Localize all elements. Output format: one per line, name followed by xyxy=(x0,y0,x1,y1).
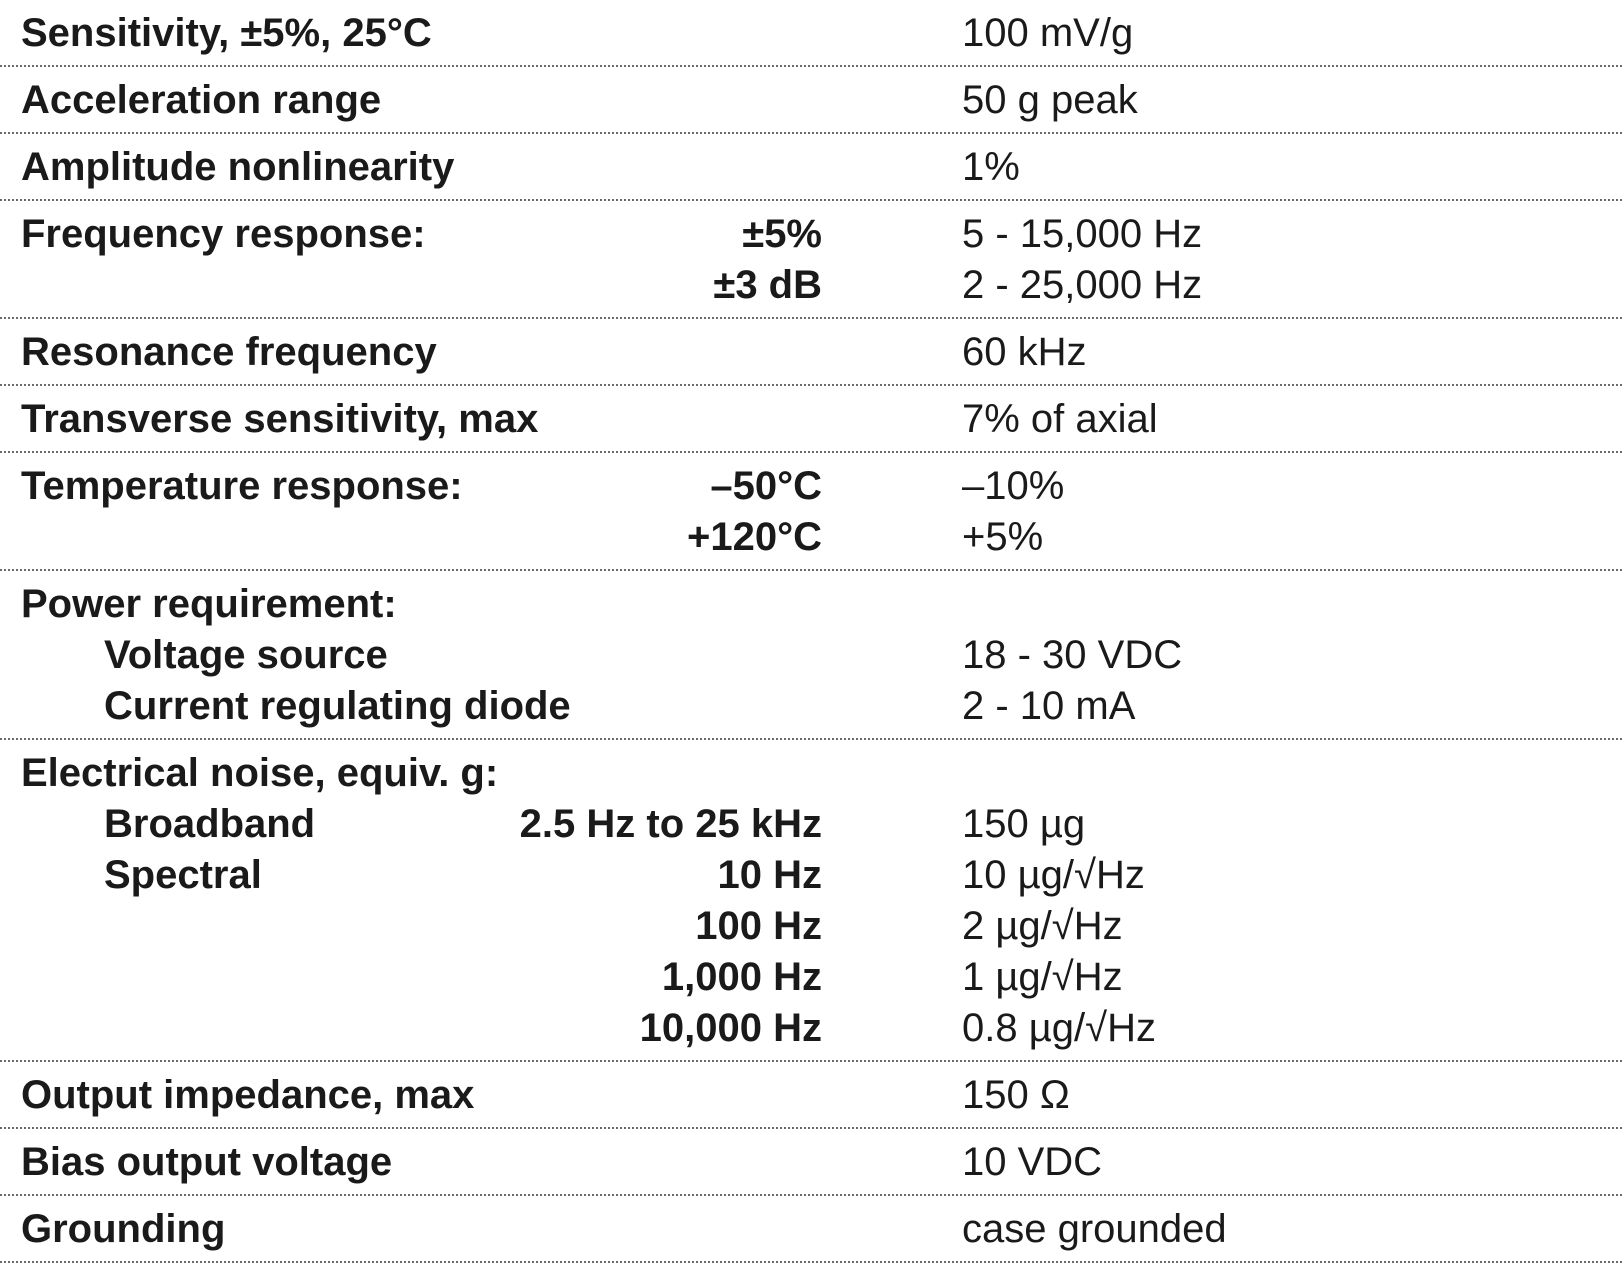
spec-value: 1 µg/√Hz xyxy=(962,955,1123,999)
spec-line xyxy=(0,1137,1622,1188)
spec-line xyxy=(0,681,1622,732)
spec-value: 0.8 µg/√Hz xyxy=(962,1006,1156,1050)
spec-value: 150 µg xyxy=(962,802,1086,846)
spec-value: 100 mV/g xyxy=(962,11,1134,55)
spec-value: 10 VDC xyxy=(962,1140,1103,1184)
spec-value: 2 µg/√Hz xyxy=(962,904,1123,948)
spec-label: Output impedance, max xyxy=(21,1073,475,1117)
spec-line xyxy=(0,799,1622,850)
spec-row xyxy=(0,75,1622,134)
spec-value: 5 - 15,000 Hz xyxy=(962,212,1203,256)
spec-line xyxy=(0,209,1622,260)
spec-row xyxy=(0,142,1622,201)
spec-value: 2 - 25,000 Hz xyxy=(962,263,1203,307)
spec-line xyxy=(0,630,1622,681)
spec-condition: 100 Hz xyxy=(695,904,822,948)
spec-row xyxy=(0,327,1622,386)
spec-line xyxy=(0,1003,1622,1054)
spec-value: 1% xyxy=(962,145,1020,189)
spec-value: 2 - 10 mA xyxy=(962,684,1136,728)
spec-label: Acceleration range xyxy=(21,78,382,122)
spec-value: 50 g peak xyxy=(962,78,1138,122)
spec-row xyxy=(0,8,1622,67)
spec-line xyxy=(0,394,1622,445)
spec-value: –10% xyxy=(962,464,1065,508)
spec-label: Resonance frequency xyxy=(21,330,437,374)
spec-label: Temperature response: xyxy=(21,464,463,508)
spec-value: case grounded xyxy=(962,1207,1227,1251)
spec-line xyxy=(0,952,1622,1003)
spec-line xyxy=(0,260,1622,311)
spec-row xyxy=(0,579,1622,740)
spec-condition: +120°C xyxy=(687,515,822,559)
spec-label: Bias output voltage xyxy=(21,1140,393,1184)
spec-condition: ±5% xyxy=(742,212,822,256)
spec-label: Grounding xyxy=(21,1207,226,1251)
spec-condition: 2.5 Hz to 25 kHz xyxy=(519,802,822,846)
spec-line xyxy=(0,461,1622,512)
spec-row xyxy=(0,1137,1622,1196)
spec-line xyxy=(0,8,1622,59)
spec-label: Power requirement: xyxy=(21,582,397,626)
spec-row xyxy=(0,394,1622,453)
spec-label: Transverse sensitivity, max xyxy=(21,397,539,441)
spec-line xyxy=(0,75,1622,126)
spec-row xyxy=(0,461,1622,571)
spec-label: Amplitude nonlinearity xyxy=(21,145,455,189)
spec-row xyxy=(0,748,1622,1062)
spec-label: Spectral xyxy=(104,853,262,897)
spec-label: Sensitivity, ±5%, 25°C xyxy=(21,11,432,55)
spec-line xyxy=(0,1204,1622,1255)
spec-line xyxy=(0,1070,1622,1121)
spec-label: Frequency response: xyxy=(21,212,426,256)
spec-condition: –50°C xyxy=(710,464,822,508)
spec-line xyxy=(0,901,1622,952)
spec-value: +5% xyxy=(962,515,1044,559)
spec-row xyxy=(0,1204,1622,1263)
spec-label: Broadband xyxy=(104,802,316,846)
spec-label: Voltage source xyxy=(104,633,388,677)
spec-line xyxy=(0,512,1622,563)
spec-condition: 1,000 Hz xyxy=(661,955,822,999)
spec-condition: 10,000 Hz xyxy=(639,1006,822,1050)
spec-condition: 10 Hz xyxy=(717,853,822,897)
spec-row xyxy=(0,1070,1622,1129)
spec-value: 7% of axial xyxy=(962,397,1158,441)
spec-line xyxy=(0,748,1622,799)
spec-value: 60 kHz xyxy=(962,330,1087,374)
spec-line xyxy=(0,327,1622,378)
spec-line xyxy=(0,850,1622,901)
spec-line xyxy=(0,579,1622,630)
spec-label: Electrical noise, equiv. g: xyxy=(21,751,499,795)
spec-row xyxy=(0,209,1622,319)
spec-value: 18 - 30 VDC xyxy=(962,633,1183,677)
spec-value: 10 µg/√Hz xyxy=(962,853,1145,897)
spec-label: Current regulating diode xyxy=(104,684,571,728)
spec-condition: ±3 dB xyxy=(713,263,822,307)
spec-line xyxy=(0,142,1622,193)
spec-value: 150 Ω xyxy=(962,1073,1070,1117)
